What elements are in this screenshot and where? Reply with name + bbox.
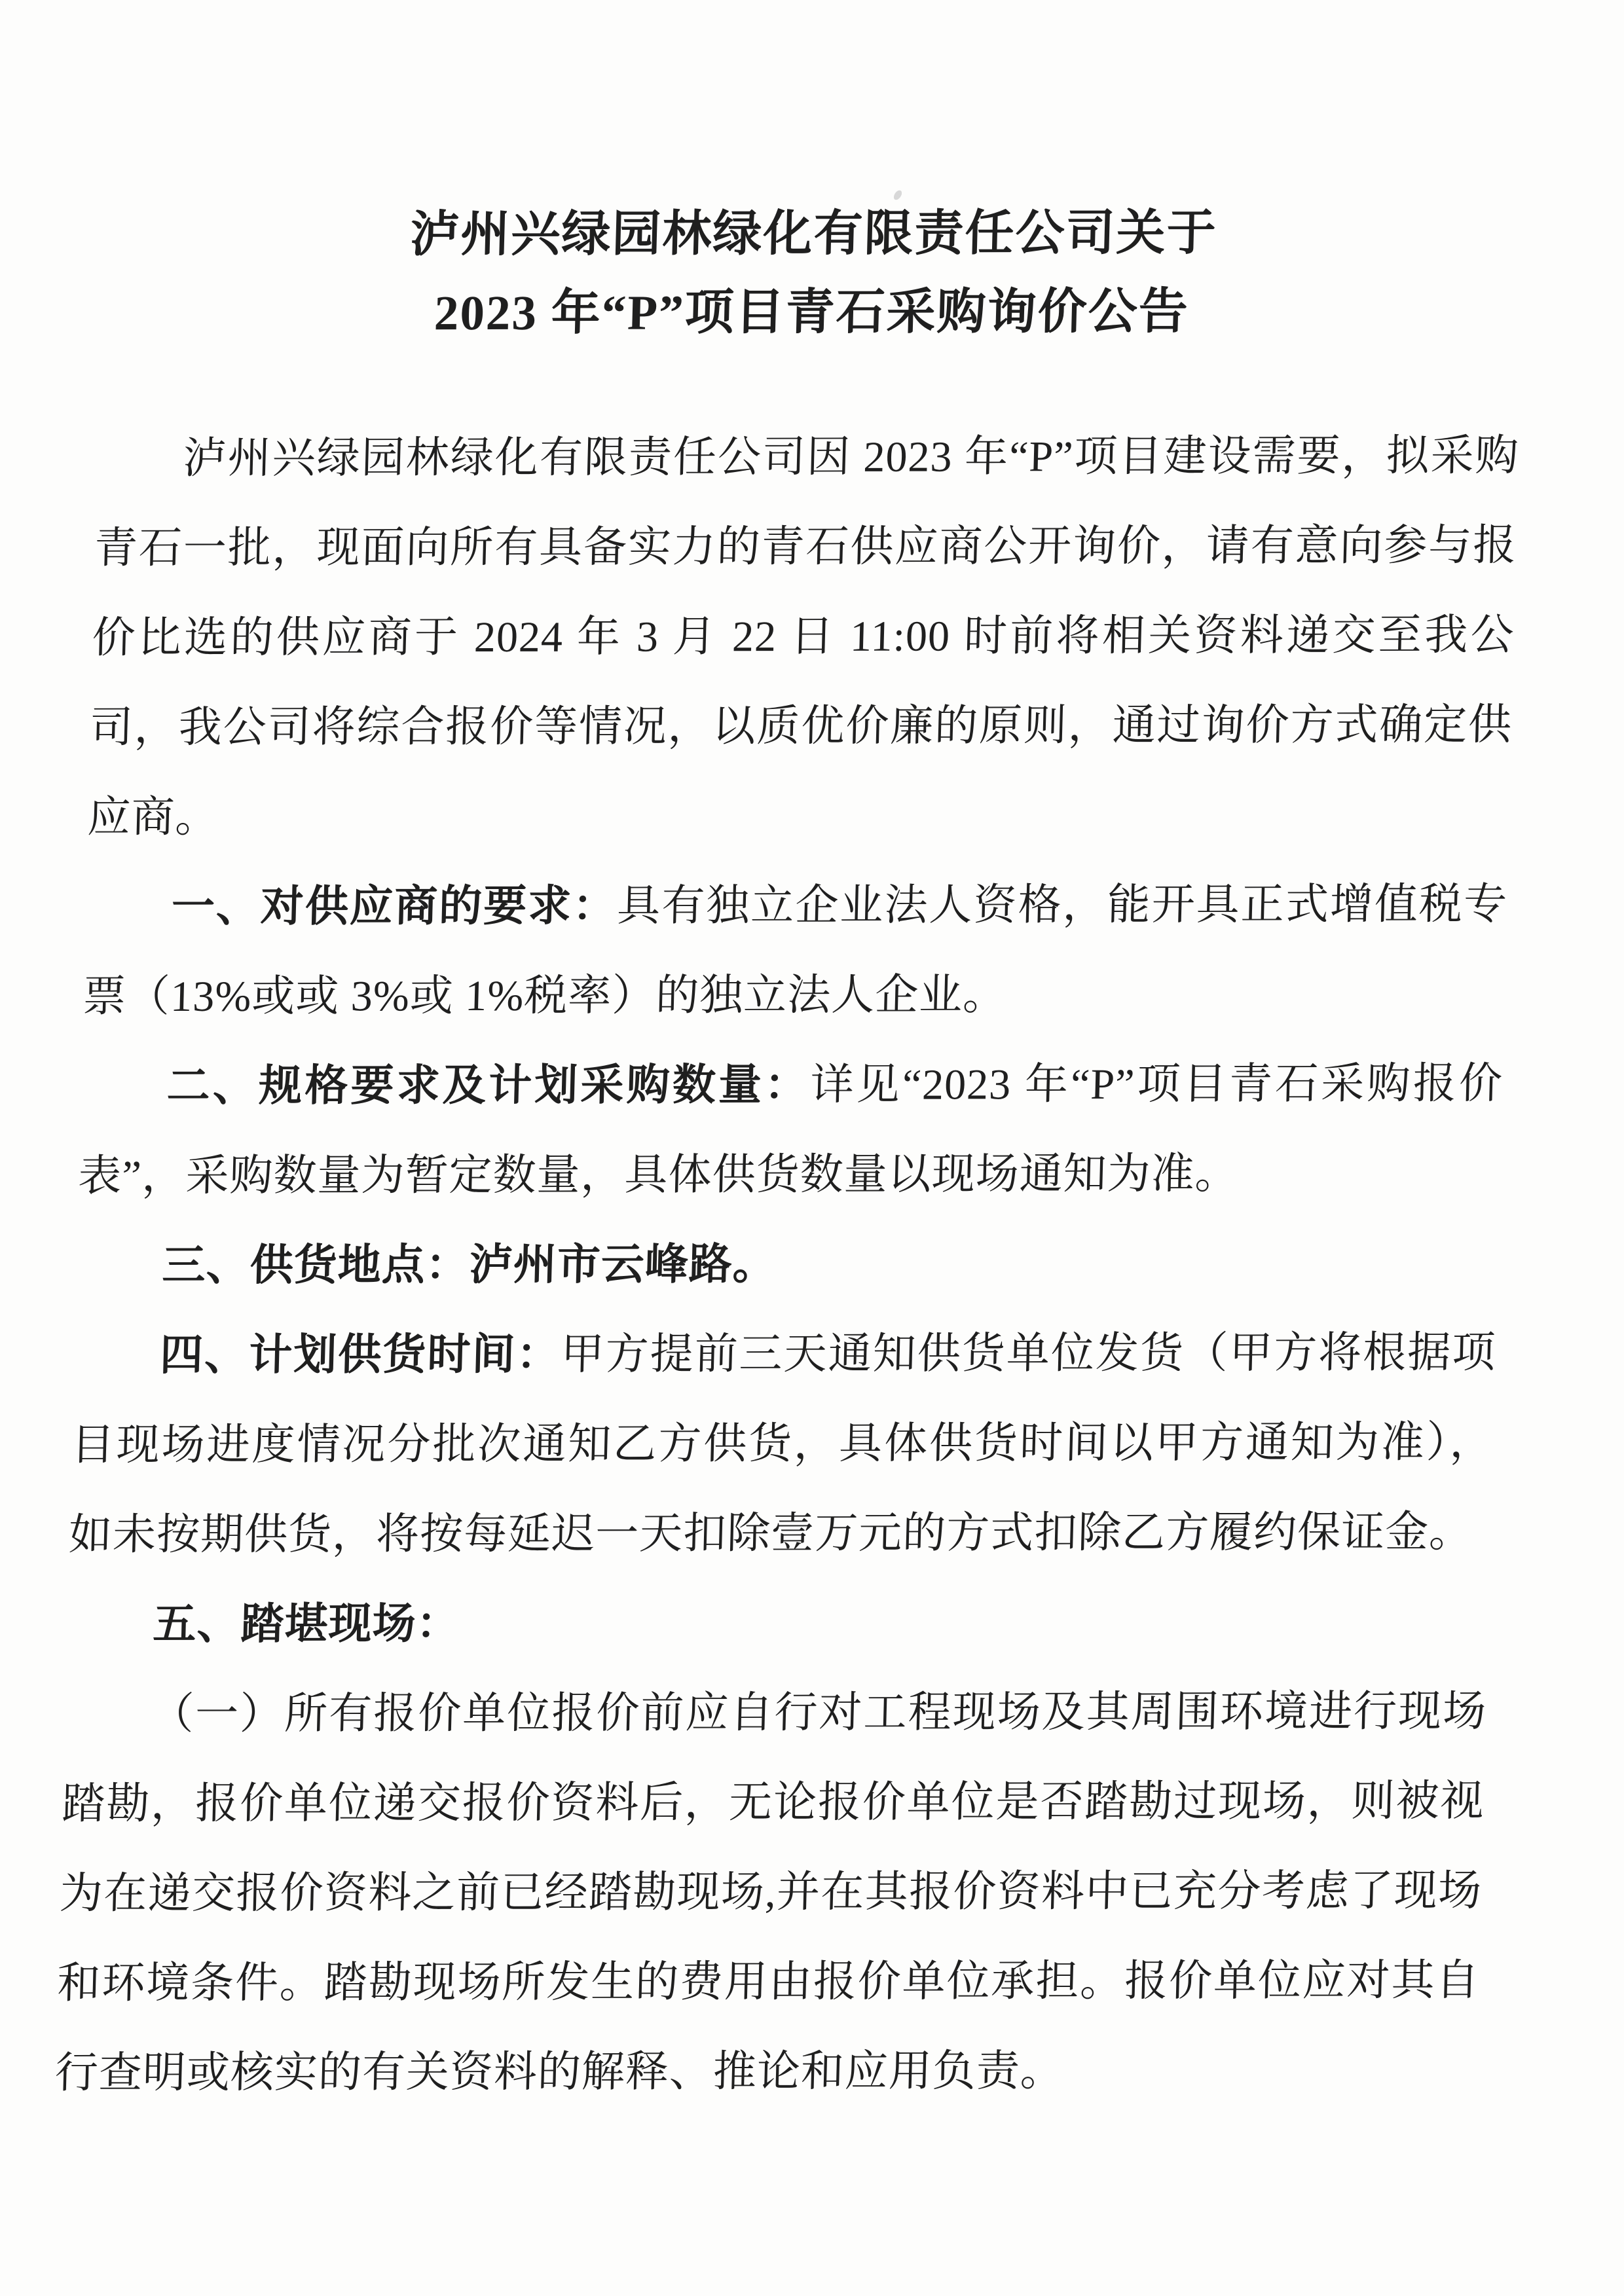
paragraph-7: （一）所有报价单位报价前应自行对工程现场及其周围环境进行现场踏勘，报价单位递交报价资料后，无论报价单位是否踏勘过现场，则被视为在递交报价资料之前已经踏勘现场,并在其报价资料中已充分考虑了现场和环境条件。踏勘现场所发生的费用由报价单位承担。报价单位应对其自行查明或核实的有关资料的解释、推论和应用负责。 — [54, 1687, 1488, 2098]
document-title-line-2: 2023 年“P”项目青石采购询价公告 — [433, 284, 1190, 341]
paragraph-6-heading: 五、踏堪现场： — [152, 1600, 461, 1649]
paragraph-4-heading: 三、供货地点：泸州市云峰路。 — [161, 1241, 777, 1290]
paragraph-5: 四、计划供货时间：甲方提前三天通知供货单位发货（甲方将根据项目现场进度情况分批次通知乙方供货，具体供货时间以甲方通知为准），如未按期供货，将按每延迟一天扣除壹万元的方式扣除乙方履约保证金。 — [68, 1328, 1497, 1559]
paragraph-2: 一、对供应商的要求：具有独立企业法人资格，能开具正式增值税专票（13%或或 3%或 1%税率）的独立法人企业。 — [82, 880, 1508, 1021]
document-content — [54, 194, 1526, 2119]
document-title — [100, 194, 1526, 354]
paragraph-6 — [65, 1577, 1490, 1670]
document-body — [54, 411, 1520, 2119]
document-title-line-1: 泸州兴绿园林绿化有限责任公司关于 — [409, 206, 1218, 263]
paragraph-4 — [75, 1218, 1500, 1311]
paragraph-1: 泸州兴绿园林绿化有限责任公司因 2023 年“P”项目建设需要，拟采购青石一批，现面向所有具备实力的青石供应商公开询价，请有意向参与报价比选的供应商于 2024 年 3 月 22 日 11:00 时前将相关资料递交至我公司，我公司将综合报价等情况，以质优价廉的原则，通过询价方式确定供应商。 — [86, 431, 1520, 842]
paragraph-2-heading: 一、对供应商的要求： — [170, 882, 618, 931]
paragraph-3-heading: 二、规格要求及计划采购数量： — [166, 1061, 811, 1110]
paragraph-5-heading: 四、计划供货时间： — [159, 1330, 562, 1379]
paragraph-3: 二、规格要求及计划采购数量：详见“2023 年“P”项目青石采购报价表”，采购数量为暂定数量，具体供货数量以现场通知为准。 — [77, 1059, 1504, 1201]
